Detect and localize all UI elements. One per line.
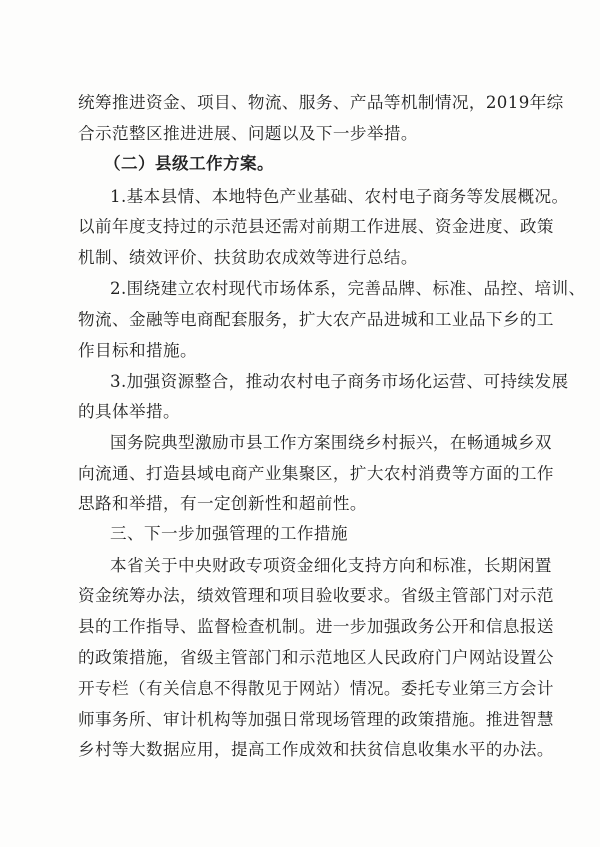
text-line: 合示范整区推进进展、问题以及下一步举措。	[78, 124, 418, 143]
text-line: 国务院典型激励市县工作方案围绕乡村振兴，在畅通城乡双	[110, 433, 552, 452]
text-line: 本省关于中央财政专项资金细化支持方向和标准，长期闲置	[110, 556, 552, 575]
text-line: 的具体举措。	[78, 402, 180, 421]
text-line: 统筹推进资金、项目、物流、服务、产品等机制情况，2019年综	[78, 93, 564, 112]
text-line: 3.加强资源整合，推动农村电子商务市场化运营、可持续发展	[110, 372, 569, 391]
section-heading: 三、下一步加强管理的工作措施	[110, 524, 348, 543]
text-line: 向流通、打造县域电商产业集聚区，扩大农村消费等方面的工作	[78, 464, 554, 483]
text-line: 思路和举措，有一定创新性和超前性。	[78, 494, 367, 513]
text-line: 机制、绩效评价、扶贫助农成效等进行总结。	[78, 248, 418, 267]
text-line: 资金统筹办法，绩效管理和项目验收要求。省级主管部门对示范	[78, 586, 554, 605]
text-line: 物流、金融等电商配套服务，扩大农产品进城和工业品下乡的工	[78, 310, 554, 329]
text-line: 以前年度支持过的示范县还需对前期工作进展、资金进度、政策	[78, 217, 554, 236]
subsection-heading: （二）县级工作方案。	[104, 153, 274, 173]
text-line: 的政策措施，省级主管部门和示范地区人民政府门户网站设置公	[78, 648, 554, 667]
text-line: 1.基本县情、本地特色产业基础、农村电子商务等发展概况。	[110, 187, 569, 206]
text-line: 师事务所、审计机构等加强日常现场管理的政策措施。推进智慧	[78, 710, 554, 729]
text-line: 作目标和措施。	[78, 341, 197, 360]
text-line: 乡村等大数据应用，提高工作成效和扶贫信息收集水平的办法。	[78, 740, 554, 759]
text-line: 2.围绕建立农村现代市场体系，完善品牌、标准、品控、培训、	[110, 279, 586, 298]
text-line: 县的工作指导、监督检查机制。进一步加强政务公开和信息报送	[78, 617, 554, 636]
text-line: 开专栏（有关信息不得散见于网站）情况。委托专业第三方会计	[78, 679, 554, 698]
